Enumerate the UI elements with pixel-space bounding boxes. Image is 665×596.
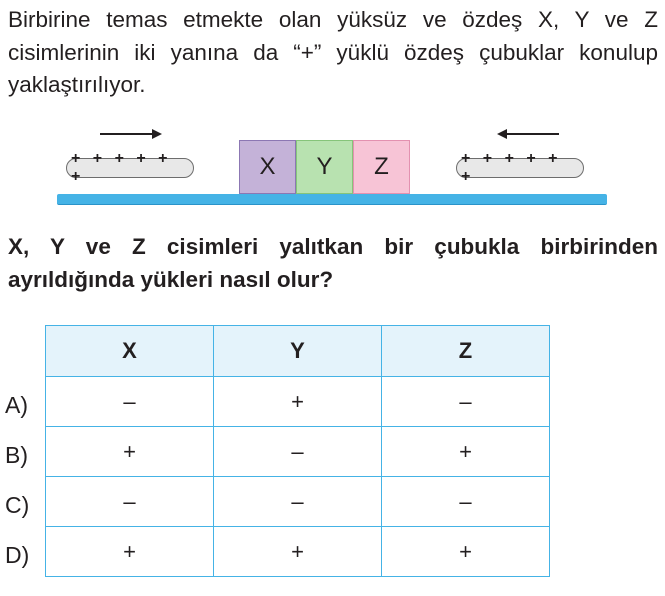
arrow-right-icon [100,128,162,140]
option-d-row[interactable] [46,527,550,577]
option-d-label[interactable]: D) [5,542,30,568]
option-b-y: – [214,427,382,477]
option-c-label[interactable]: C) [5,492,30,518]
option-a-z: – [382,377,550,427]
table-header-row [46,326,550,377]
option-b-row[interactable] [46,427,550,477]
right-charged-rod: + + + + + + [456,158,584,178]
arrow-left-icon [497,128,559,140]
option-b-x: + [46,427,214,477]
option-d-z: + [382,527,550,577]
option-c-x: – [46,477,214,527]
option-a-row[interactable] [46,377,550,427]
option-b-z: + [382,427,550,477]
option-d-x: + [46,527,214,577]
question-stem: Birbirine temas etmekte olan yüksüz ve özdeş X, Y ve Z cisimlerinin iki yanına da “+” yüklü özdeş çubuklar konulup yaklaştırılıyor. [8,7,658,97]
option-a-y: + [214,377,382,427]
header-z: Z [382,326,550,377]
header-x: X [46,326,214,377]
left-charged-rod: + + + + + + [66,158,194,178]
answer-table [45,325,550,577]
option-c-y: – [214,477,382,527]
option-a-x: – [46,377,214,427]
header-y: Y [214,326,382,377]
option-d-y: + [214,527,382,577]
question-text: X, Y ve Z cisimleri yalıtkan bir çubukla birbirinden ayrıldığında yükleri nasıl olur? [8,234,658,292]
object-z: Z [353,140,410,194]
experiment-illustration [0,128,665,208]
object-x: X [239,140,296,194]
option-a-label[interactable]: A) [5,392,28,418]
option-c-z: – [382,477,550,527]
insulating-base [57,194,607,205]
option-b-label[interactable]: B) [5,442,28,468]
option-c-row[interactable] [46,477,550,527]
object-y: Y [296,140,353,194]
